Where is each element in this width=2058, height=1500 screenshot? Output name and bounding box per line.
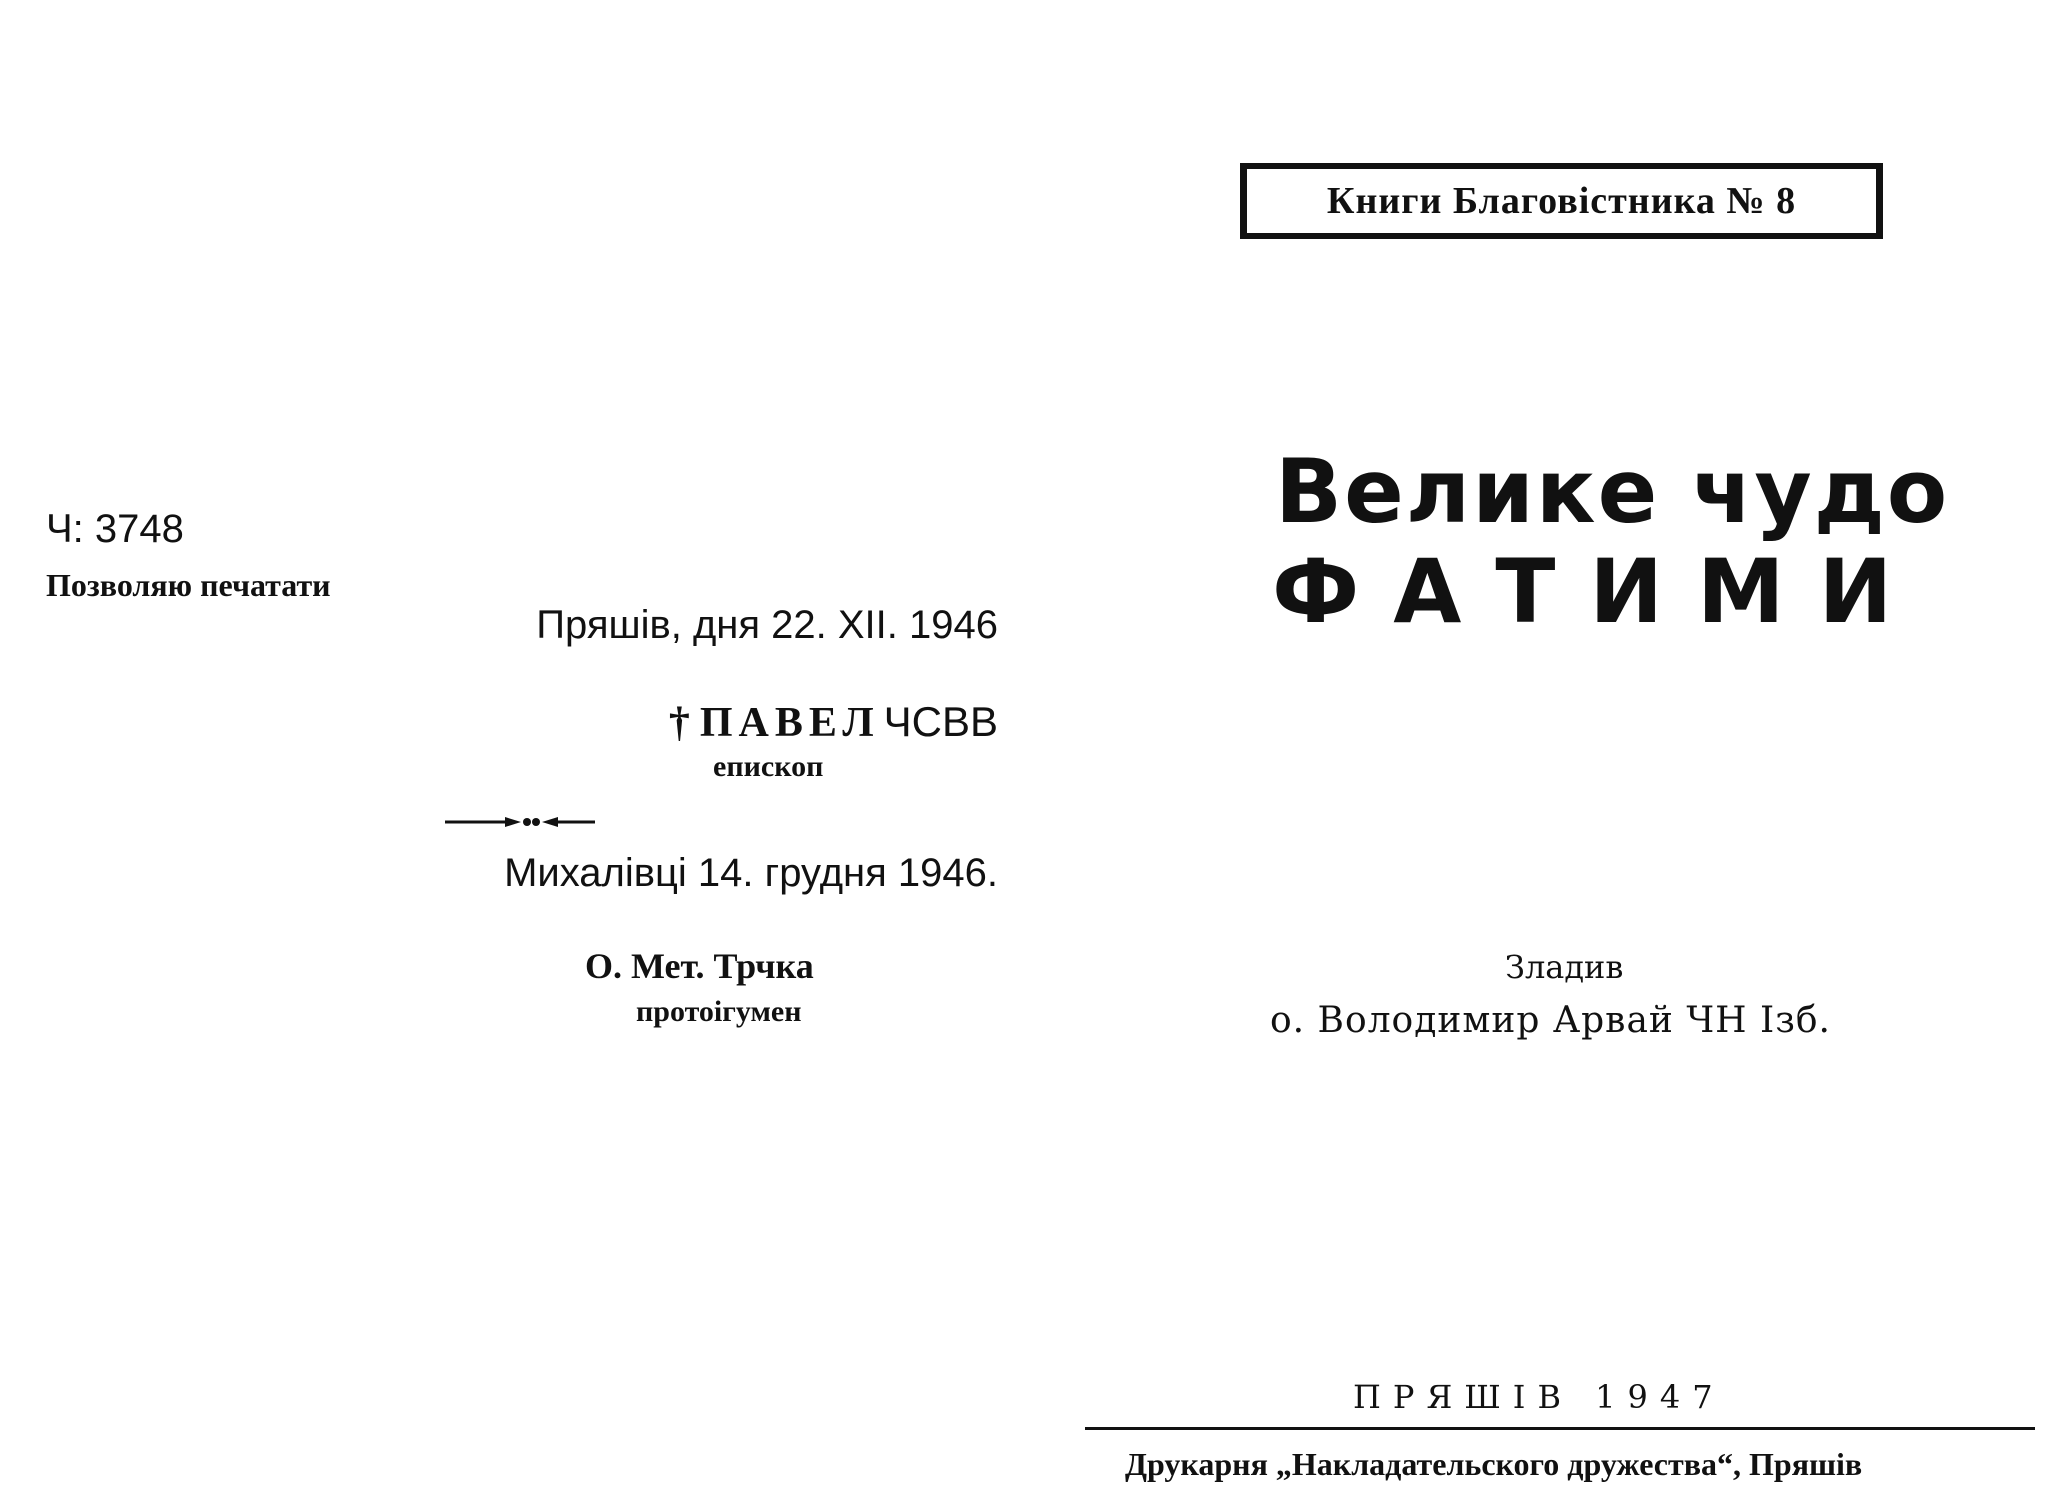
imprint-city-year: ПРЯШІВ 1947 <box>1353 1378 1725 1416</box>
abbot-role: протоігумен <box>636 995 802 1028</box>
series-label: Книги Благовістника № 8 <box>1326 180 1797 222</box>
author-name: о. Володимир Арвай ЧН Ізб. <box>1270 1000 1831 1041</box>
bishop-order: ЧСВВ <box>883 698 998 745</box>
ornament-divider-icon <box>445 814 595 830</box>
book-title-line-2: ФАТИМИ <box>1272 540 1927 643</box>
printer-line: Друкарня „Накладательского дружества“, Пряшів <box>1125 1446 1863 1482</box>
bishop-name: ПАВЕЛ <box>699 700 880 746</box>
compiled-by-label: Зладив <box>1505 948 1624 986</box>
bishop-role: епископ <box>713 750 824 783</box>
place-date-presov: Пряшів, дня 22. XII. 1946 <box>536 603 998 647</box>
bishop-signature <box>669 697 998 747</box>
imprint-divider <box>1085 1427 2035 1430</box>
book-title-line-1: Велике чудо <box>1275 440 1950 543</box>
permission-text: Позволяю печатати <box>46 567 331 603</box>
reference-number: Ч: 3748 <box>46 507 184 551</box>
series-box <box>1240 163 1883 239</box>
abbot-signature: О. Мет. Трчка <box>585 946 814 986</box>
place-date-michalovce: Михалівці 14. грудня 1946. <box>504 851 998 895</box>
cross-icon: † <box>668 700 690 746</box>
